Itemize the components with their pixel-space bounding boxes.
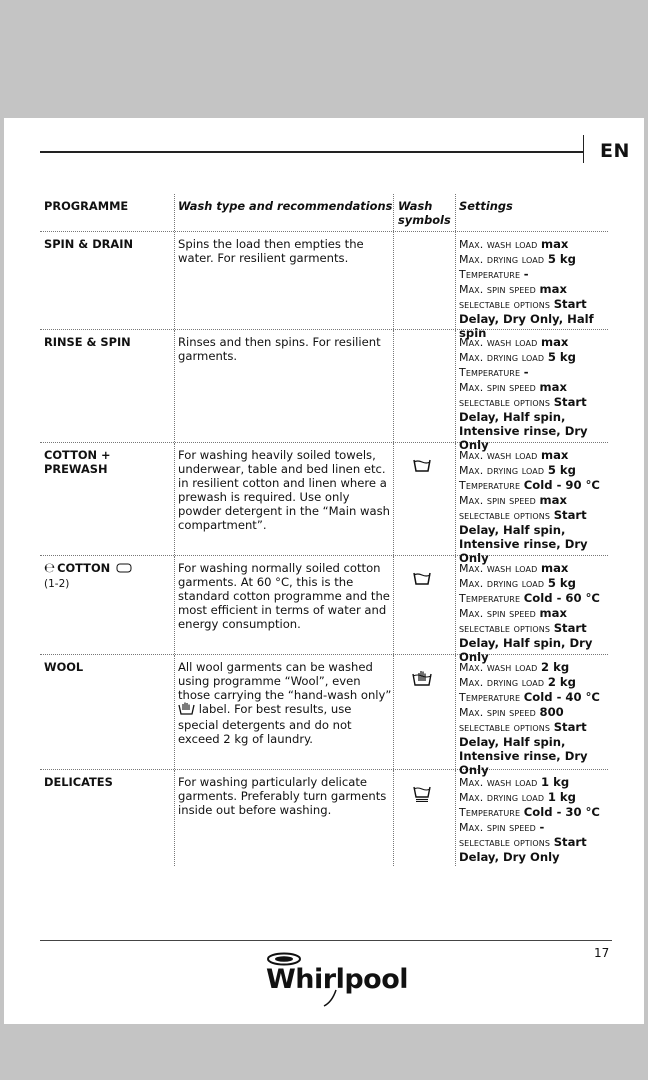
hand-wash-icon: [178, 702, 195, 718]
delicate-tub-icon: [413, 785, 431, 805]
programme-description: Spins the load then empties the water. For resilient garments.: [178, 237, 364, 265]
table-row: [40, 770, 608, 866]
dry-icon: [116, 562, 132, 576]
bottom-rule: [40, 940, 612, 941]
programme-description: For washing particularly delicate garments. Preferably turn garments inside out before washing.: [178, 775, 387, 817]
programme-settings: Max. wash load max Max. drying load 5 kg Temperature Cold - 90 °C Max. spin speed max selectable options Start Delay, Half spin, Intensive rinse, Dry Only: [459, 448, 600, 565]
programme-name: DELICATES: [44, 775, 113, 789]
programme-settings: Max. wash load 1 kg Max. drying load 1 kg Temperature Cold - 30 °C Max. spin speed - selectable options Start Delay, Dry Only: [459, 775, 600, 864]
hand-wash-icon: [412, 670, 432, 689]
language-label: EN: [600, 140, 630, 162]
wash-symbol-cell: [396, 448, 448, 475]
top-rule-tick: [583, 135, 584, 163]
programme-description: Rinses and then spins. For resilient garments.: [178, 335, 381, 363]
programme-description: For washing normally soiled cotton garments. At 60 °C, this is the standard cotton programme and the most efficient in terms of water and energy consumption.: [178, 561, 390, 631]
whirlpool-logo: [262, 950, 409, 1008]
tub-icon: [413, 458, 431, 475]
programme-description: For washing heavily soiled towels, underwear, table and bed linen etc. in resilient cotton and linen where a prewash is required. Use only powder detergent in the “Main wash compartment”.: [178, 448, 390, 532]
programme-name: COTTON + PREWASH: [44, 448, 111, 476]
programme-settings: Max. wash load max Max. drying load 5 kg Temperature - Max. spin speed max selectable options Start Delay, Dry Only, Half spin: [459, 237, 594, 340]
table-header-row: [40, 194, 608, 232]
wash-symbol-cell: [396, 775, 448, 805]
programme-name: COTTON: [57, 561, 111, 575]
table-row: [40, 556, 608, 664]
eco-icon: ℮: [44, 561, 56, 576]
programme-description: All wool garments can be washed using programme “Wool”, even those carrying the “hand-wash only” label. For best results, use special detergents and do not exceed 2 kg of laundry.: [178, 660, 392, 746]
column-header-settings: Settings: [459, 199, 513, 213]
wash-symbol-cell: [396, 561, 448, 588]
table-row: [40, 655, 608, 777]
programme-footnote: (1-2): [44, 578, 70, 590]
table-row: [40, 330, 608, 452]
column-header-wash-symbols: Wash symbols: [398, 199, 451, 227]
top-rule: [40, 151, 584, 153]
wash-symbol-cell: [396, 660, 448, 689]
table-row: [40, 232, 608, 340]
programme-settings: Max. wash load max Max. drying load 5 kg Temperature - Max. spin speed max selectable options Start Delay, Half spin, Intensive rinse, Dry Only: [459, 335, 588, 452]
programme-name-cell: [44, 561, 170, 591]
brand-wordmark: Whirlpool: [266, 964, 409, 995]
table-row: [40, 443, 608, 565]
column-header-programme: PROGRAMME: [44, 199, 129, 213]
programme-settings: Max. wash load max Max. drying load 5 kg Temperature Cold - 60 °C Max. spin speed max selectable options Start Delay, Half spin, Dry Only: [459, 561, 600, 664]
programme-table: [40, 194, 608, 866]
programme-name: WOOL: [44, 660, 84, 674]
programme-name: SPIN & DRAIN: [44, 237, 134, 251]
page-number: 17: [594, 946, 610, 960]
tub-icon: [413, 571, 431, 588]
programme-name: RINSE & SPIN: [44, 335, 131, 349]
programme-settings: Max. wash load 2 kg Max. drying load 2 kg Temperature Cold - 40 °C Max. spin speed 800 selectable options Start Delay, Half spin, Intensive rinse, Dry Only: [459, 660, 600, 777]
manual-page: [4, 118, 644, 1024]
column-header-wash-type: Wash type and recommendations: [178, 199, 393, 213]
